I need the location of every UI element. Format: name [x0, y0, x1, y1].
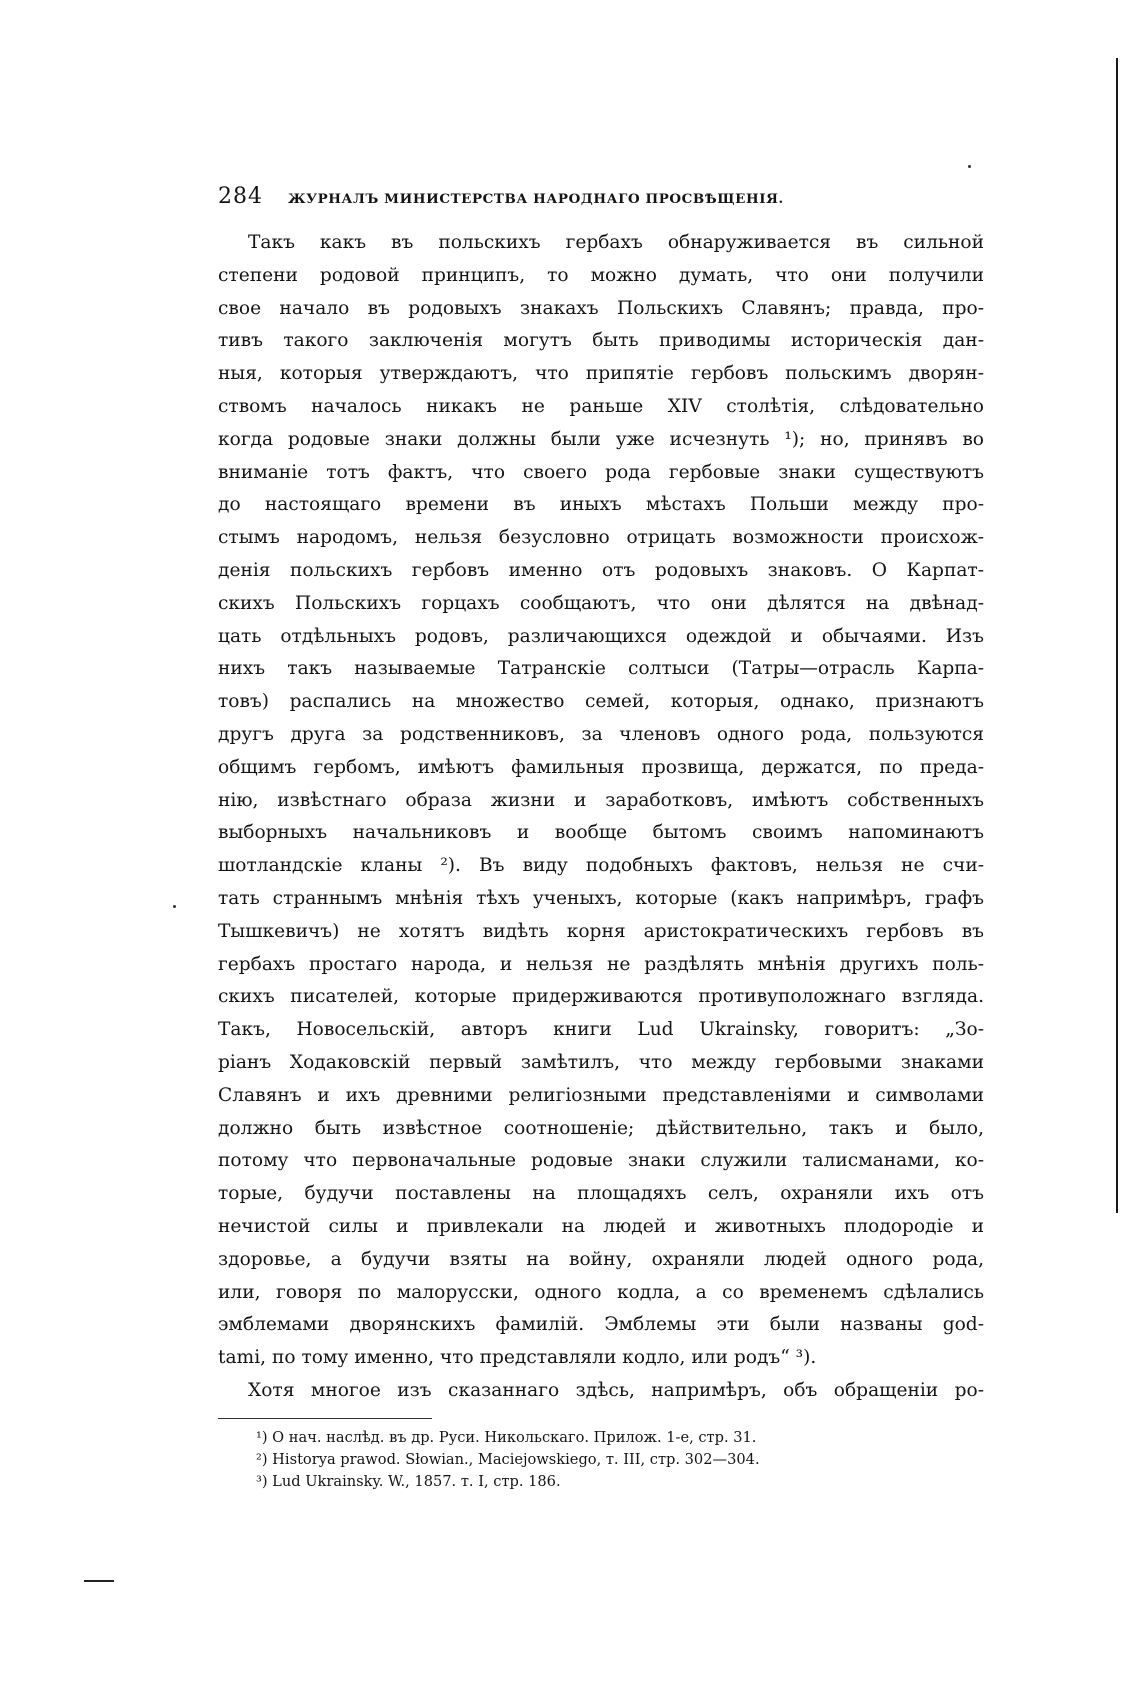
text-line: нечистой силы и привлекали на людей и животныхъ плодородіе и — [218, 1215, 984, 1237]
text-line: скихъ Польскихъ горцахъ сообщаютъ, что они дѣлятся на двѣнад- — [218, 592, 984, 614]
text-line: ныя, которыя утверждаютъ, что припятіе гербовъ польскимъ дворян- — [218, 363, 984, 385]
text-line: цать отдѣльныхъ родовъ, различающихся одеждой и обычаями. Изъ — [218, 625, 984, 647]
text-line: нію, извѣстнаго образа жизни и заработковъ, имѣютъ собственныхъ — [218, 789, 984, 811]
footnote-divider — [218, 1418, 432, 1419]
text-line: Такъ какъ въ польскихъ гербахъ обнаруживается въ сильной — [248, 232, 984, 253]
text-line: ствомъ началось никакъ не раньше XIV столѣтія, слѣдовательно — [218, 395, 984, 417]
journal-title: ЖУРНАЛЪ МИНИСТЕРСТВА НАРОДНАГО ПРОСВѢЩЕНІЯ. — [288, 191, 784, 207]
footnotes — [218, 1427, 984, 1493]
footnote-2: ²) Historya prawod. Słowian., Maciejowskiego, т. III, стр. 302—304. — [256, 1450, 760, 1468]
text-line: должно быть извѣстное соотношеніе; дѣйствительно, такъ и было, — [218, 1117, 984, 1139]
footnote-3: ³) Lud Ukrainsky. W., 1857. т. I, стр. 186. — [256, 1472, 561, 1490]
running-header — [218, 184, 984, 209]
text-line: скихъ писателей, которые придерживаются противуположнаго взгляда. — [218, 986, 984, 1008]
text-line: торые, будучи поставлены на площадяхъ селъ, охраняли ихъ отъ — [218, 1183, 984, 1205]
text-line: Славянъ и ихъ древними религіозными представленіями и символами — [218, 1084, 984, 1106]
text-line: нихъ такъ называемые Татранскіе солтыси (Татры—отрасль Карпа- — [218, 658, 984, 680]
scan-speck — [968, 165, 971, 168]
text-line: когда родовые знаки должны были уже исчезнуть ¹); но, принявъ во — [218, 428, 984, 450]
text-line: до настоящаго времени въ иныхъ мѣстахъ Польши между про- — [218, 494, 984, 516]
text-line: тивъ такого заключенія могутъ быть приводимы историческія дан- — [218, 330, 984, 352]
document-page — [218, 184, 984, 1493]
text-line: эмблемами дворянскихъ фамилій. Эмблемы эти были названы god- — [218, 1314, 984, 1336]
text-line: гербахъ простаго народа, и нельзя не раздѣлять мнѣнія другихъ поль- — [218, 953, 984, 975]
text-line: Такъ, Новосельскій, авторъ книги Lud Ukrainsky, говоритъ: „Зо- — [218, 1019, 984, 1041]
text-line: здоровье, а будучи взяты на войну, охраняли людей одного рода, — [218, 1248, 984, 1270]
text-line: другъ друга за родственниковъ, за членовъ одного рода, пользуются — [218, 723, 984, 745]
page-number: 284 — [218, 184, 263, 209]
text-line: tami, по тому именно, что представляли кодло, или родъ“ ³). — [218, 1347, 817, 1369]
scan-speck — [173, 905, 176, 908]
margin-mark — [84, 1580, 114, 1582]
text-line: шотландскіе кланы ²). Въ виду подобныхъ фактовъ, нельзя не счи- — [218, 855, 984, 877]
footnote-1: ¹) О нач. наслѣд. въ др. Руси. Никольскаго. Прилож. 1-е, стр. 31. — [256, 1428, 757, 1446]
text-line: выборныхъ начальниковъ и вообще бытомъ своимъ напоминаютъ — [218, 822, 984, 844]
text-line: ріанъ Ходаковскій первый замѣтилъ, что между гербовыми знаками — [218, 1051, 984, 1073]
text-line: потому что первоначальные родовые знаки служили талисманами, ко- — [218, 1150, 984, 1172]
text-line: или, говоря по малорусски, одного кодла, а со временемъ сдѣлались — [218, 1281, 984, 1303]
text-line: Тышкевичъ) не хотятъ видѣть корня аристократическихъ гербовъ въ — [218, 920, 984, 942]
text-line: общимъ гербомъ, имѣютъ фамильныя прозвища, держатся, по преда- — [218, 756, 984, 778]
text-line: вниманіе тотъ фактъ, что своего рода гербовые знаки существуютъ — [218, 461, 984, 483]
text-line: стымъ народомъ, нельзя безусловно отрицать возможности происхож- — [218, 527, 984, 549]
text-line: степени родовой принципъ, то можно думать, что они получили — [218, 264, 984, 286]
binding-edge-line — [1116, 58, 1118, 1213]
body-text — [218, 227, 984, 1408]
text-line: товъ) распались на множество семей, которыя, однако, признаютъ — [218, 691, 984, 713]
text-line: свое начало въ родовыхъ знакахъ Польскихъ Славянъ; правда, про- — [218, 297, 984, 319]
text-line: тать страннымъ мнѣнія тѣхъ ученыхъ, которые (какъ напримѣръ, графъ — [218, 887, 984, 909]
text-line: денія польскихъ гербовъ именно отъ родовыхъ знаковъ. О Карпат- — [218, 559, 984, 581]
text-line: Хотя многое изъ сказаннаго здѣсь, напримѣръ, объ обращеніи ро- — [248, 1379, 984, 1401]
